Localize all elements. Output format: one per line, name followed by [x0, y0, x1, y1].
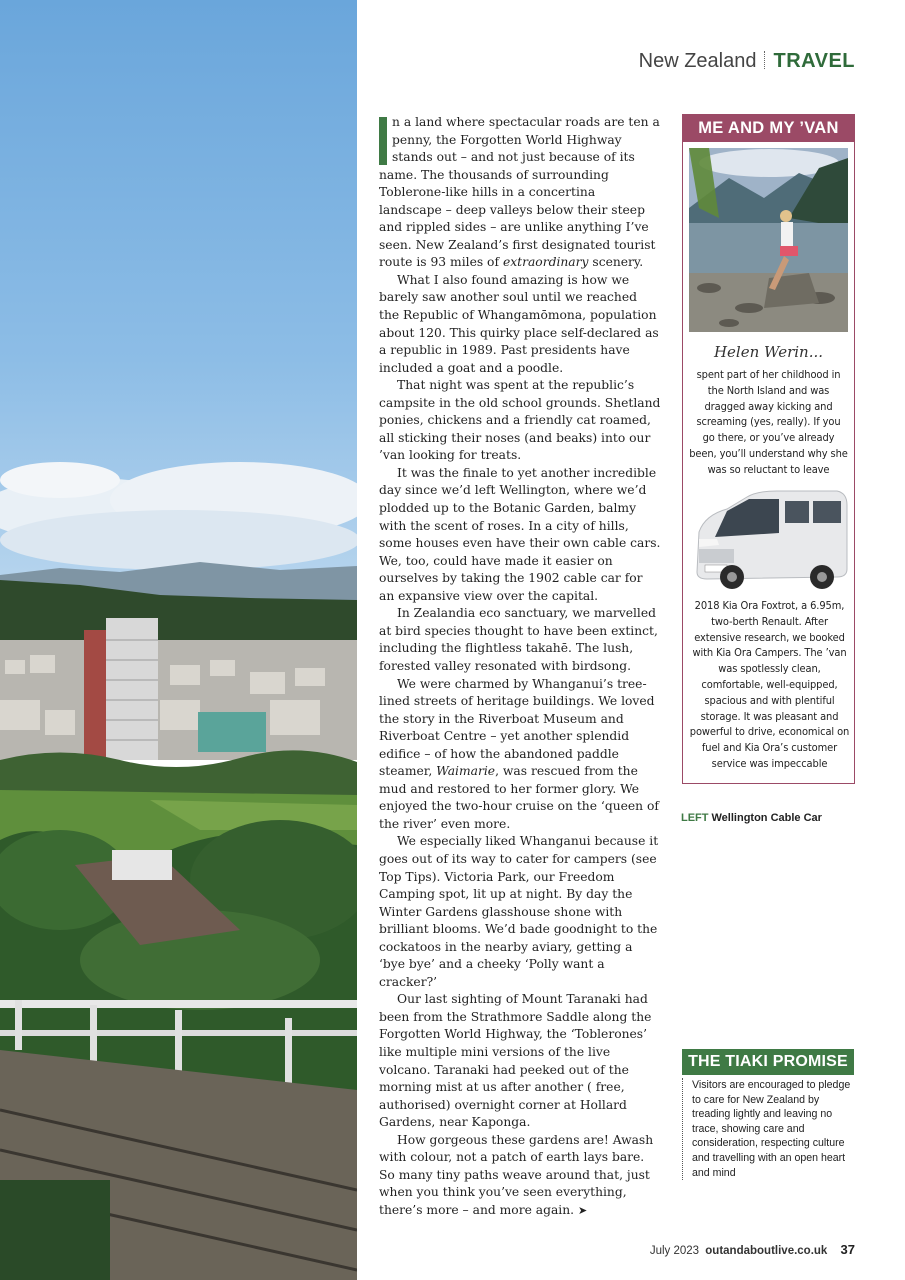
campervan-image [687, 477, 852, 599]
header-section: TRAVEL [773, 50, 855, 72]
tiaki-promise-title: THE TIAKI PROMISE [682, 1049, 854, 1075]
dropcap [379, 117, 387, 165]
article-paragraph: Our last sighting of Mount Taranaki had been from the Strathmore Saddle along the Forgotten World Highway, the ‘Toblerones’ like multiple mini versions of the live volcano. Taranaki had peeked out of the morning mist at us after another ( free, authorised) overnight corner at Hollard Gardens, near Kaponga. [379, 992, 652, 1130]
page-footer [650, 1242, 855, 1257]
article-paragraph: We were charmed by Whanganui’s tree-lined streets of heritage buildings. We loved the story in the Riverboat Museum and Riverboat Centre – yet another splendid edifice – of how the abandoned paddle steamer, Waimarie, was rescued from the mud and restored to her former glory. We enjoyed the two-hour cruise on the ‘queen of the river’ even more. [379, 676, 659, 831]
van-description: 2018 Kia Ora Foxtrot, a 6.95m, two-berth Renault. After extensive research, we booked with Kia Ora Campers. The ’van was spotlessly clean, comfortable, well-equipped, spacious and with plentiful storage. It was pleasant and powerful to drive, economical on fuel and Kia Ora’s customer service was impeccable [689, 599, 850, 770]
page-number: 37 [840, 1242, 855, 1257]
caption-text: Wellington Cable Car [711, 812, 822, 824]
me-and-my-van-box [682, 114, 855, 784]
arrow-right-icon: ➤ [578, 1203, 588, 1217]
article-paragraph: How gorgeous these gardens are! Awash with colour, not a patch of earth lays bare. So many tiny paths weave around that, just when you think you’ve seen everything, there’s more – and more again. ➤ [379, 1132, 654, 1217]
wellington-cable-car-photo [0, 0, 357, 1280]
article-paragraph: n a land where spectacular roads are ten a penny, the Forgotten World Highway stands out – and not just because of its name. The thousands of surrounding Toblerone-like hills in a concertina landscape – deep valleys below their steep and rippled sides – are unlike anything I’ve seen. New Zealand’s first designated tourist route is 93 miles of extraordinary scenery. [379, 115, 660, 270]
author-signature: Helen Werin... [713, 343, 824, 361]
article-paragraph: We especially liked Whanganui because it goes out of its way to cater for campers (see Top Tips). Victoria Park, our Freedom Camping spot, lit up at night. By day the Winter Gardens glasshouse shone with brilliant blooms. We’d bade goodnight to the cockatoos in the nearby aviary, getting a ‘bye bye’ and a cheeky ‘Polly want a cracker?’ [379, 834, 659, 989]
tiaki-promise-body: Visitors are encouraged to pledge to care for New Zealand by treading lightly and leaving no trace, showing care and consideration, respecting culture and travelling with an open heart and mind [682, 1078, 852, 1180]
article-paragraph: That night was spent at the republic’s campsite in the old school grounds. Shetland ponies, chickens and a friendly cat roamed, all sticking their noses (and beaks) into our ’van looking for treats. [379, 378, 661, 463]
author-photo [689, 148, 848, 332]
article-paragraph: In Zealandia eco sanctuary, we marvelled at bird species thought to have been extinct, including the flightless takahē. The lush, forested valley resonated with birdsong. [379, 606, 658, 673]
article-body [379, 114, 661, 1219]
page-header [639, 50, 855, 73]
article-paragraph: It was the finale to yet another incredible day since we’d left Wellington, where we’d plodded up to the Botanic Garden, balmy with the scent of roses. In a city of hills, some houses even have their own cable cars. We, too, could have made it easier on ourselves by taking the 1902 cable car for an expansive view over the capital. [379, 465, 661, 603]
footer-date: July 2023 [649, 1245, 700, 1257]
photo-caption [681, 812, 822, 824]
sidebar-title: ME AND MY ’VAN [683, 115, 854, 142]
article-paragraph: What I also found amazing is how we barely saw another soul until we reached the Republic of Whangamōmona, population about 120. This quirky place self-declared as a republic in 1989. Past presidents have included a goat and a poodle. [379, 272, 659, 375]
header-divider [764, 51, 765, 69]
header-country: New Zealand [638, 50, 757, 72]
footer-website: outandaboutlive.co.uk [705, 1245, 828, 1257]
caption-lead: LEFT [681, 812, 709, 824]
author-bio: spent part of her childhood in the North Island and was dragged away kicking and screaming (yes, really). If you go there, or you’ve already been, you’ll understand why she was so reluctant to leave [689, 368, 848, 476]
